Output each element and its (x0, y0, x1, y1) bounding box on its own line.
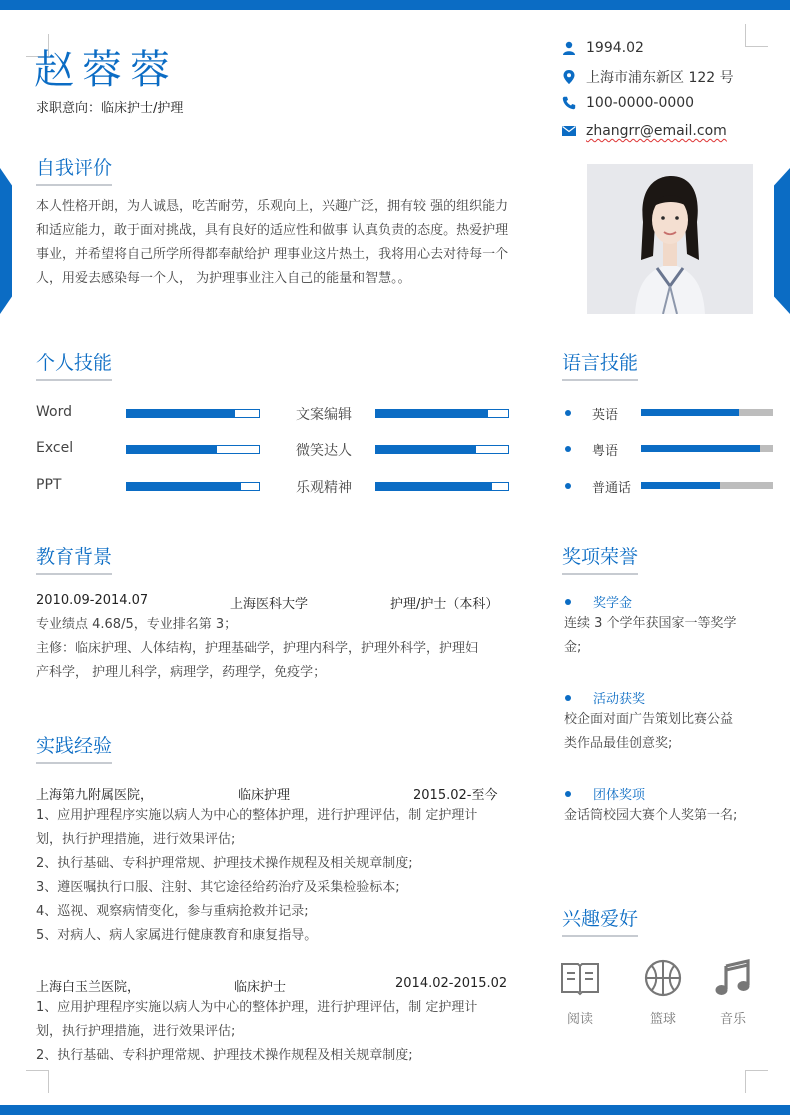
contact-birth (562, 40, 644, 56)
language-label: 粤语 (592, 444, 619, 459)
skill-label: PPT (36, 477, 62, 493)
envelope-icon (562, 124, 576, 138)
location-pin-icon (562, 70, 576, 84)
person-icon (562, 41, 576, 55)
job-period: 2015.02-至今 (413, 788, 498, 803)
skill-bar (375, 445, 509, 454)
basketball-icon (643, 958, 683, 998)
job-period: 2014.02-2015.02 (395, 976, 508, 991)
language-bar (641, 482, 773, 489)
award-title: 奖学金 (593, 596, 633, 611)
skill-bar-fill (376, 446, 476, 453)
job-duty-line: 划，执行护理措施，进行效果评估; (36, 832, 236, 847)
section-title-education: 教育背景 (36, 542, 112, 575)
language-bullet (565, 410, 571, 416)
birth-text: 1994.02 (586, 40, 644, 56)
skill-bar (126, 445, 260, 454)
contact-address (562, 67, 734, 87)
skill-label: 文案编辑 (296, 407, 352, 423)
section-title-self-eval: 自我评价 (36, 153, 112, 186)
job-intent: 求职意向：临床护士/护理 (36, 101, 184, 116)
music-note-icon (713, 958, 753, 998)
skill-bar-fill (376, 410, 488, 417)
right-side-tab (774, 168, 790, 314)
language-bar-fill (641, 482, 720, 489)
job-organization: 上海第九附属医院， (36, 788, 154, 803)
job-role: 临床护士 (234, 980, 287, 995)
left-side-tab (0, 168, 12, 314)
edu-courses-line-1: 主修：临床护理、人体结构，护理基础学，护理内科学，护理外科学，护理妇 (36, 641, 479, 656)
address-text: 上海市浦东新区 122 号 (586, 70, 734, 86)
skill-label: 乐观精神 (296, 480, 352, 496)
language-bullet (565, 446, 571, 452)
corner-mark-bottom-left (26, 1070, 49, 1093)
award-desc-line: 金话筒校园大赛个人奖第一名; (564, 808, 738, 823)
skill-label: 微笑达人 (296, 443, 352, 459)
email-link[interactable]: zhangrr@email.com (586, 123, 727, 139)
language-bar (641, 409, 773, 416)
award-bullet (565, 791, 571, 797)
phone-text: 100-0000-0000 (586, 95, 695, 111)
hobby-label: 篮球 (649, 1012, 676, 1027)
award-bullet (565, 695, 571, 701)
award-bullet (565, 599, 571, 605)
hobby-label: 阅读 (566, 1012, 593, 1027)
edu-major: 护理/护士（本科） (390, 597, 499, 612)
section-title-experience: 实践经验 (36, 731, 112, 764)
top-accent-bar (0, 0, 790, 10)
skill-bar-fill (376, 483, 492, 490)
award-desc-line: 金; (564, 640, 582, 655)
award-desc-line: 校企面对面广告策划比赛公益 (564, 712, 734, 727)
skill-label: Excel (36, 440, 74, 456)
job-duty-line: 3、遵医嘱执行口服、注射、其它途径给药治疗及采集检验标本; (36, 880, 400, 895)
award-desc-line: 连续 3 个学年获国家一等奖学 (564, 616, 737, 631)
book-icon (560, 958, 600, 998)
job-role: 临床护理 (238, 788, 291, 803)
language-bar (641, 445, 773, 452)
language-bar-fill (641, 445, 760, 452)
edu-gpa: 专业绩点 4.68/5，专业排名第 3； (36, 617, 238, 632)
section-title-skills: 个人技能 (36, 348, 112, 381)
hobby-basketball (633, 958, 693, 1027)
job-duty-line: 划，执行护理措施，进行效果评估; (36, 1024, 236, 1039)
award-desc-line: 类作品最佳创意奖; (564, 736, 673, 751)
candidate-name: 赵蓉蓉 (34, 47, 178, 93)
section-title-languages: 语言技能 (562, 348, 638, 381)
hobby-label: 音乐 (719, 1012, 746, 1027)
job-organization: 上海白玉兰医院， (36, 980, 141, 995)
language-label: 英语 (592, 408, 619, 423)
language-label: 普通话 (592, 481, 632, 496)
edu-school: 上海医科大学 (230, 597, 309, 612)
hobby-reading (550, 958, 610, 1027)
skill-bar-fill (127, 446, 217, 453)
skill-bar (375, 482, 509, 491)
job-duty-line: 4、巡视、观察病情变化，参与重病抢救并记录; (36, 904, 309, 919)
skill-label: Word (36, 404, 72, 420)
job-duty-line: 2、执行基础、专科护理常规、护理技术操作规程及相关规章制度; (36, 856, 413, 871)
profile-photo (587, 164, 753, 314)
skill-bar-fill (127, 410, 235, 417)
language-bullet (565, 483, 571, 489)
contact-phone (562, 95, 694, 111)
job-duty-line: 1、应用护理程序实施以病人为中心的整体护理，进行护理评估，制 定护理计 (36, 1000, 478, 1015)
award-title: 团体奖项 (593, 788, 646, 803)
language-bar-fill (641, 409, 739, 416)
corner-mark-top-right (745, 24, 768, 47)
phone-icon (562, 96, 576, 110)
skill-bar-fill (127, 483, 241, 490)
section-title-hobbies: 兴趣爱好 (562, 904, 638, 937)
corner-mark-bottom-right (745, 1070, 768, 1093)
edu-courses-line-2: 产科学， 护理儿科学，病理学，药理学，免疫学； (36, 665, 327, 680)
award-title: 活动获奖 (593, 692, 646, 707)
skill-bar (126, 409, 260, 418)
skill-bar (126, 482, 260, 491)
job-duty-line: 1、应用护理程序实施以病人为中心的整体护理，进行护理评估，制 定护理计 (36, 808, 478, 823)
self-eval-text: 本人性格开朗，为人诚恳，吃苦耐劳，乐观向上，兴趣广泛，拥有较 强的组织能力和适应能力，敢于面对挑战，具有良好的适应性和做事 认真负责的态度。热爱护理事业，并希望将自己所学所得都奉献给护 理事业这片热土，我将用心去对待每一个人，用爱去感染每一个人， 为护理事业注入自己的能量和智慧。。 (36, 199, 509, 286)
skill-bar (375, 409, 509, 418)
edu-period: 2010.09-2014.07 (36, 593, 149, 608)
job-duty-line: 2、执行基础、专科护理常规、护理技术操作规程及相关规章制度; (36, 1048, 413, 1063)
hobby-music (703, 958, 763, 1027)
section-title-awards: 奖项荣誉 (562, 542, 638, 575)
job-duty-line: 5、对病人、病人家属进行健康教育和康复指导。 (36, 928, 318, 943)
contact-email (562, 123, 727, 139)
bottom-accent-bar (0, 1105, 790, 1115)
